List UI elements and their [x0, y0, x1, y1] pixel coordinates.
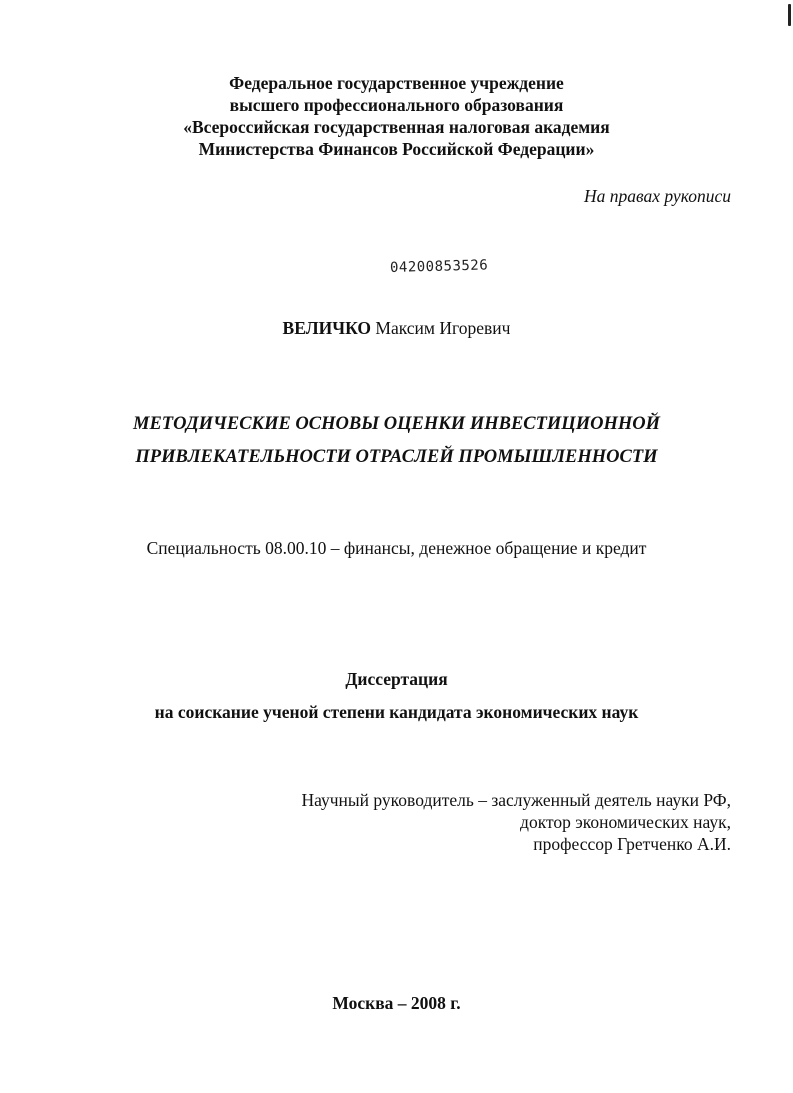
dissertation-title [0, 408, 793, 474]
author-name [0, 318, 793, 339]
dissertation-label: Диссертация [345, 669, 448, 689]
advisor-line-1: Научный руководитель – заслуженный деятель науки РФ, [301, 790, 731, 810]
city-year: Москва – 2008 г. [332, 993, 461, 1013]
institution-line-1: Федеральное государственное учреждение [229, 73, 564, 93]
scientific-advisor [301, 789, 731, 855]
specialty-line: Специальность 08.00.10 – финансы, денежное обращение и кредит [146, 538, 647, 558]
author-surname: ВЕЛИЧКО [282, 318, 372, 338]
institution-header [0, 72, 793, 160]
institution-line-4: Министерства Финансов Российской Федерации» [198, 139, 595, 159]
author-given-names: Максим Игоревич [375, 318, 511, 338]
scan-edge-mark [788, 4, 791, 26]
manuscript-rights-note: На правах рукописи [584, 186, 731, 206]
advisor-line-2: доктор экономических наук, [520, 812, 731, 832]
title-line-1: МЕТОДИЧЕСКИЕ ОСНОВЫ ОЦЕНКИ ИНВЕСТИЦИОННОЙ [133, 414, 660, 434]
degree-line: на соискание ученой степени кандидата экономических наук [154, 702, 639, 722]
advisor-line-3: профессор Гретченко А.И. [533, 834, 731, 854]
registration-code: 04200853526 [389, 257, 489, 276]
title-line-2: ПРИВЛЕКАТЕЛЬНОСТИ ОТРАСЛЕЙ ПРОМЫШЛЕННОСТИ [135, 447, 658, 467]
dissertation-block [0, 663, 793, 729]
institution-line-2: высшего профессионального образования [229, 95, 564, 115]
institution-line-3: «Всероссийская государственная налоговая академия [183, 117, 610, 137]
